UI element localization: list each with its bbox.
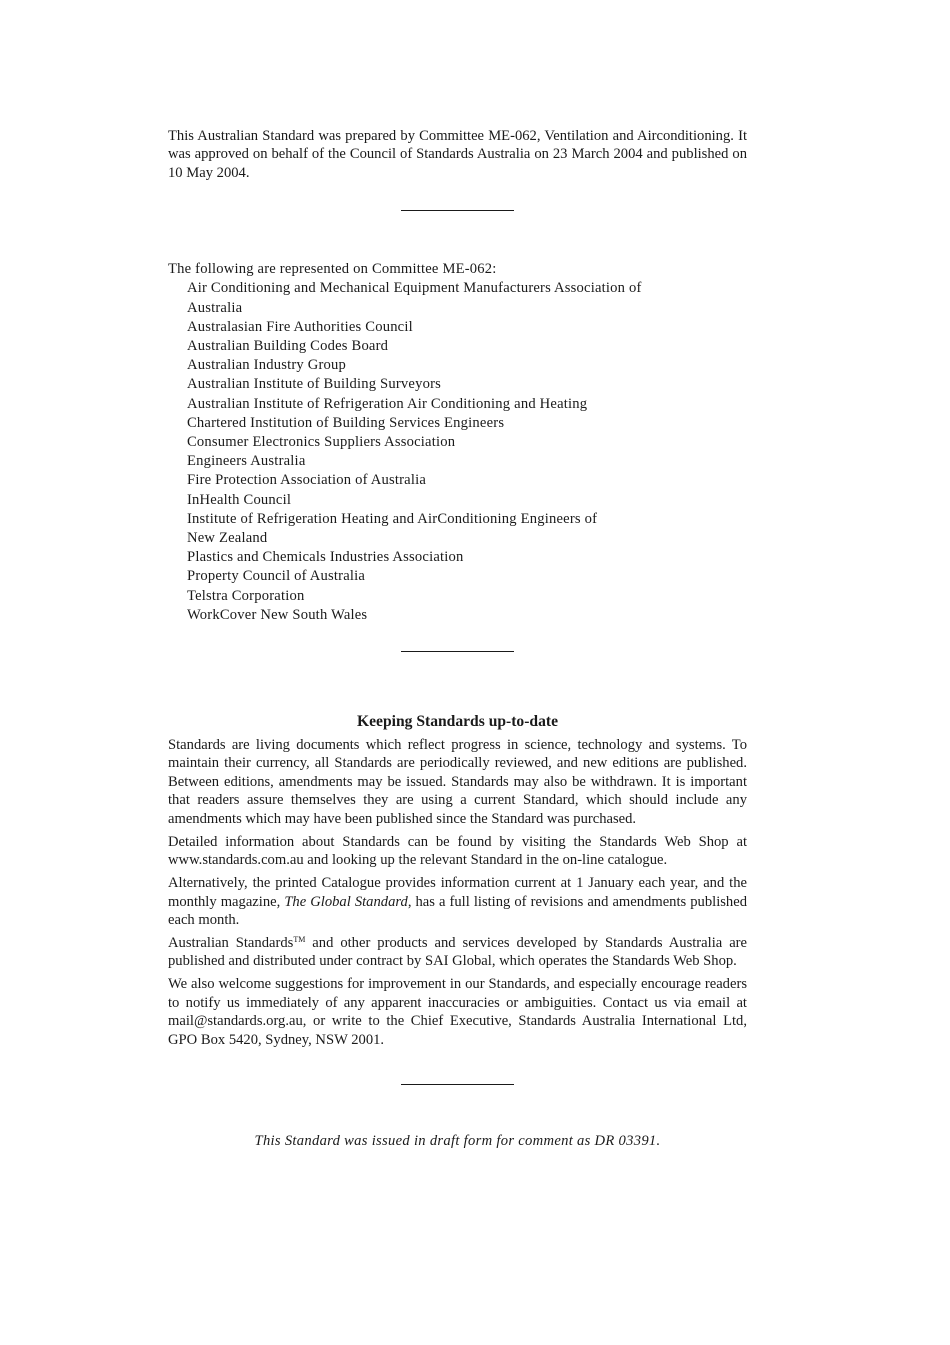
committee-member: Plastics and Chemicals Industries Association — [187, 549, 464, 566]
section-divider — [401, 1084, 514, 1085]
keeping-paragraph-4 — [168, 934, 747, 971]
committee-member: Chartered Institution of Building Services Engineers — [187, 414, 505, 431]
committee-member: Engineers Australia — [187, 453, 306, 470]
committee-member: Air Conditioning and Mechanical Equipment Manufacturers Association of — [187, 280, 642, 297]
paragraph-text: , has a full listing of revisions and amendments published each month. — [168, 893, 747, 928]
committee-member-list — [168, 279, 747, 625]
paragraph-text: Australian Standards — [168, 934, 294, 951]
committee-member: Australian Institute of Building Surveyors — [187, 376, 442, 393]
intro-paragraph: This Australian Standard was prepared by Committee ME-062, Ventilation and Airconditioning. It was approved on behalf of the Council of Standards Australia on 23 March 2004 and published on 10 May 2004. — [168, 128, 747, 181]
section-divider — [401, 651, 514, 652]
keeping-paragraph-2: Detailed information about Standards can be found by visiting the Standards Web Shop at www.standards.com.au and looking up the relevant Standard in the on-line catalogue. — [168, 833, 747, 869]
committee-member: Fire Protection Association of Australia — [187, 472, 427, 489]
committee-member: Telstra Corporation — [187, 587, 305, 604]
paragraph-text: Alternatively, the printed Catalogue provides information current at 1 January each year, and the monthly magazine, — [168, 875, 747, 910]
keeping-paragraph-1: Standards are living documents which reflect progress in science, technology and systems. To maintain their currency, all Standards are periodically reviewed, and new editions are published. Between editions, amendments may be issued. Standards may also be withdrawn. It is important that readers assure themselves they are using a current Standard, which should include any amendments which may have been published since the Standard was purchased. — [168, 737, 747, 827]
committee-member: Consumer Electronics Suppliers Association — [187, 434, 456, 451]
keeping-paragraph-5: We also welcome suggestions for improvement in our Standards, and especially encourage readers to notify us immediately of any apparent inaccuracies or ambiguities. Contact us via email at mail@standards.org.au, or write to the Chief Executive, Standards Australia International Ltd, GPO Box 5420, Sydney, NSW 2001. — [168, 976, 747, 1048]
magazine-title: The Global Standard — [284, 893, 408, 910]
committee-member: Institute of Refrigeration Heating and AirConditioning Engineers of — [187, 510, 598, 527]
keeping-standards-title: Keeping Standards up-to-date — [356, 713, 558, 731]
committee-member: Australasian Fire Authorities Council — [187, 318, 413, 335]
committee-member: Australia — [187, 299, 243, 316]
keeping-paragraph-3 — [168, 874, 747, 929]
committee-member: Property Council of Australia — [187, 568, 366, 585]
trademark-mark: TM — [293, 934, 306, 944]
committee-heading: The following are represented on Committee ME-062: — [168, 261, 497, 278]
committee-member: Australian Building Codes Board — [187, 338, 389, 355]
committee-member: Australian Institute of Refrigeration Air Conditioning and Heating — [187, 395, 588, 412]
paragraph-text: and other products and services developed by Standards Australia are published and distributed under contract by SAI Global, which operates the Standards Web Shop. — [168, 934, 748, 970]
section-divider — [401, 210, 514, 211]
committee-member: InHealth Council — [187, 491, 292, 508]
committee-member: New Zealand — [187, 530, 268, 547]
committee-member: Australian Industry Group — [187, 357, 347, 374]
draft-note: This Standard was issued in draft form for comment as DR 03391. — [254, 1132, 661, 1149]
committee-member: WorkCover New South Wales — [187, 606, 368, 623]
document-page — [168, 127, 747, 1151]
